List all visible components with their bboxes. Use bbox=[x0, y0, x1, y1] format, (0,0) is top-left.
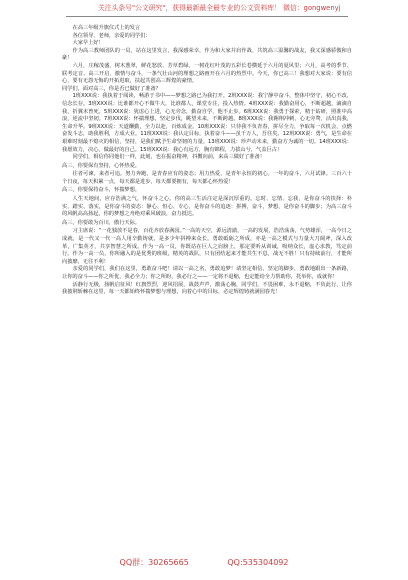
paragraph: 作为高三教师团队的一员，站在这里发言，我深感荣幸，作为和大家并肩作战、共筑高三温馨的战友，我又深感骄傲和自豪！ bbox=[62, 47, 352, 62]
paragraph-list bbox=[62, 48, 352, 297]
paragraph: 亲爱的同学们，我们在这里，勇敢奋斗吧！请以一高之名，勇敢追梦！请坚定相信，坚定的脚步，勇敢地跟出一条新路，让你的奋斗——你之所优，我必全力；你之所盼，我必行之——一定将不退缩，也定能给全力帮助你，托举你，成就你！ bbox=[62, 266, 352, 280]
paragraph: 活静行无极，扬帆启征风！红旗烈烈，迎风招展，战鼓声声，激荡心胸，同学们，不畏困难，永不退缩，不负此行，让你我披荆斩棘在这里，每一天都始终怀揣梦想与理想，向着心中的目标，必定辉煌铸就满园春光！ bbox=[62, 281, 352, 296]
section-heading: 高三，你要保有坚持，心怀热爱。 bbox=[62, 162, 140, 169]
paragraph: 人生天地间，应存浩满之气，怀奋斗之心。你的高三生活注定是深沉厚重的。忘时、忘情、忘我，是你奋斗的抉择：朴实、踏实、落实，是你奋斗的姿态：静心、恒心、专心，是你奋斗的追逐：拼搏，奋斗，梦想，是你奋斗的脚步；为高三奋斗的风帆高高扬起，你的梦想之舟绝对乘风破浪，奋力抵达。 bbox=[62, 196, 352, 218]
header-banner-area bbox=[0, 0, 408, 22]
paragraph: 习主席说：“一花独放不是春，百花齐放春满园。”一高的天空，源远清澈，一高的发展，浩浩荡荡，气势雄浑，一高今日之成就，是一代又一代一高人用辛勤铸就，是多少年拼搏来众长，勇敢砥砺之所成，亦是一高之模式与力量大刀阔斧，深入改革，广集英才，共享智慧之所成。作为一高一员，你既站在巨人之肩膀上，那定要听从训诫，吸纳众长，虚心求教，笃定前行。作为一高一员，你所融入的是优秀的班级，精英的战队，只有团结起来才能共生不息，战无不胜！只有持续前行，才能所向披靡，无往不利！ bbox=[62, 228, 352, 265]
promo-banner-text: 关注头条号"公文研究"，获得最新最全最专业的公文资料库！ 微信：gongwenyj bbox=[98, 4, 341, 12]
document-body bbox=[62, 25, 352, 297]
paragraph: 同学们，相信你同他们一样，此刻，也在振奋精神，抖擞向前，来高三做好了准备！ bbox=[72, 154, 265, 161]
paragraph: 六月，庄稼茂盛、树木葱翠，鲜花怒放、芳草碧绿，一树花红叶茂的五彩长卷横延于六月的夏风里；六月，高考的季节、联考定音、高三开启、激情与奋斗，一条气壮山河的理想之路画开在六月的热烈中。今天，你已高三！我想对大家说：要有信心，要有无怨无悔的开拓进取，扶起共创高三辉煌的豪情。 bbox=[62, 62, 352, 85]
paragraph: 1班XXX说：我执着于阅读，畅游于书中——梦想之路已为我打开。2班XXX说：我宁静中奋斗，整体中坚守，初心不改，信念长存。3班XXX说：比谁都开心不做牛大，比谁都人，课堂专注，投入热情。4班XXX说：我勤奋用心，不断超越，滴滴自我，折翼未曾死。5班XXX说：犹虑心上进，心无旁念，勤奋自学，他不止步。6班XXX说：我勇于探索，精于钻研，照准中高浪，逆流中坚韧。7班XXX说：怀揣理想，坚定步伐，眺望未来，不断跨越。8班XXX说：我翱翔冲刺，心无旁骛，活出真我，生命升华。9班XXX说：天道酬勤，全力以赴，百炼成金。10班XXX说：只待我不负青春，拼尽全力，争取每一次机会，点燃奋发斗志，助我胜利，方成大业。11班XXX说：我认定目标，执着奋斗——虽千万人，吾往矣。12班XXX说：勇气，是生命在艰难时刻最不熄灭的相信，坚持，是我们赋予生命坚韧的力量。13班XXX说：珍声动未来，勤奋方为诚的一切。14班XXX说：我愿效力，决心，做最好的自己。15班XXX说：我心有远方，胸有锦程，力拔山兮，气盖巨古！ bbox=[62, 93, 352, 153]
section-heading: 高三，你要保持奋斗，怀揣梦想。 bbox=[62, 187, 140, 194]
paragraph: 同学们，面对高三，你是否已做好了准备？ bbox=[62, 85, 161, 92]
greeting: 大家早上好！ bbox=[72, 40, 104, 47]
qq-contact-label: QQ:535304092 bbox=[227, 558, 289, 567]
paragraph: 往者可谏，来者可追。努力奔跑，是青春应有的姿态；用力热爱，是青年永恒的初心。一年的奋斗，六月试锋。三百六十个日夜，每天积累一点，每天都是进步，每天都要拥有，每天都心怀热爱！ bbox=[62, 171, 352, 185]
section-heading: 高三，你要敢为百川，傲行天际。 bbox=[62, 219, 140, 226]
document-title: 在高三年级升旗仪式上的发言 bbox=[72, 25, 141, 31]
page-footer bbox=[0, 557, 408, 568]
header-divider bbox=[66, 16, 348, 17]
salutation: 各位领导、老师，亲爱的同学们： bbox=[72, 32, 151, 39]
qq-group-label: QQ群：30265665 bbox=[119, 558, 189, 567]
